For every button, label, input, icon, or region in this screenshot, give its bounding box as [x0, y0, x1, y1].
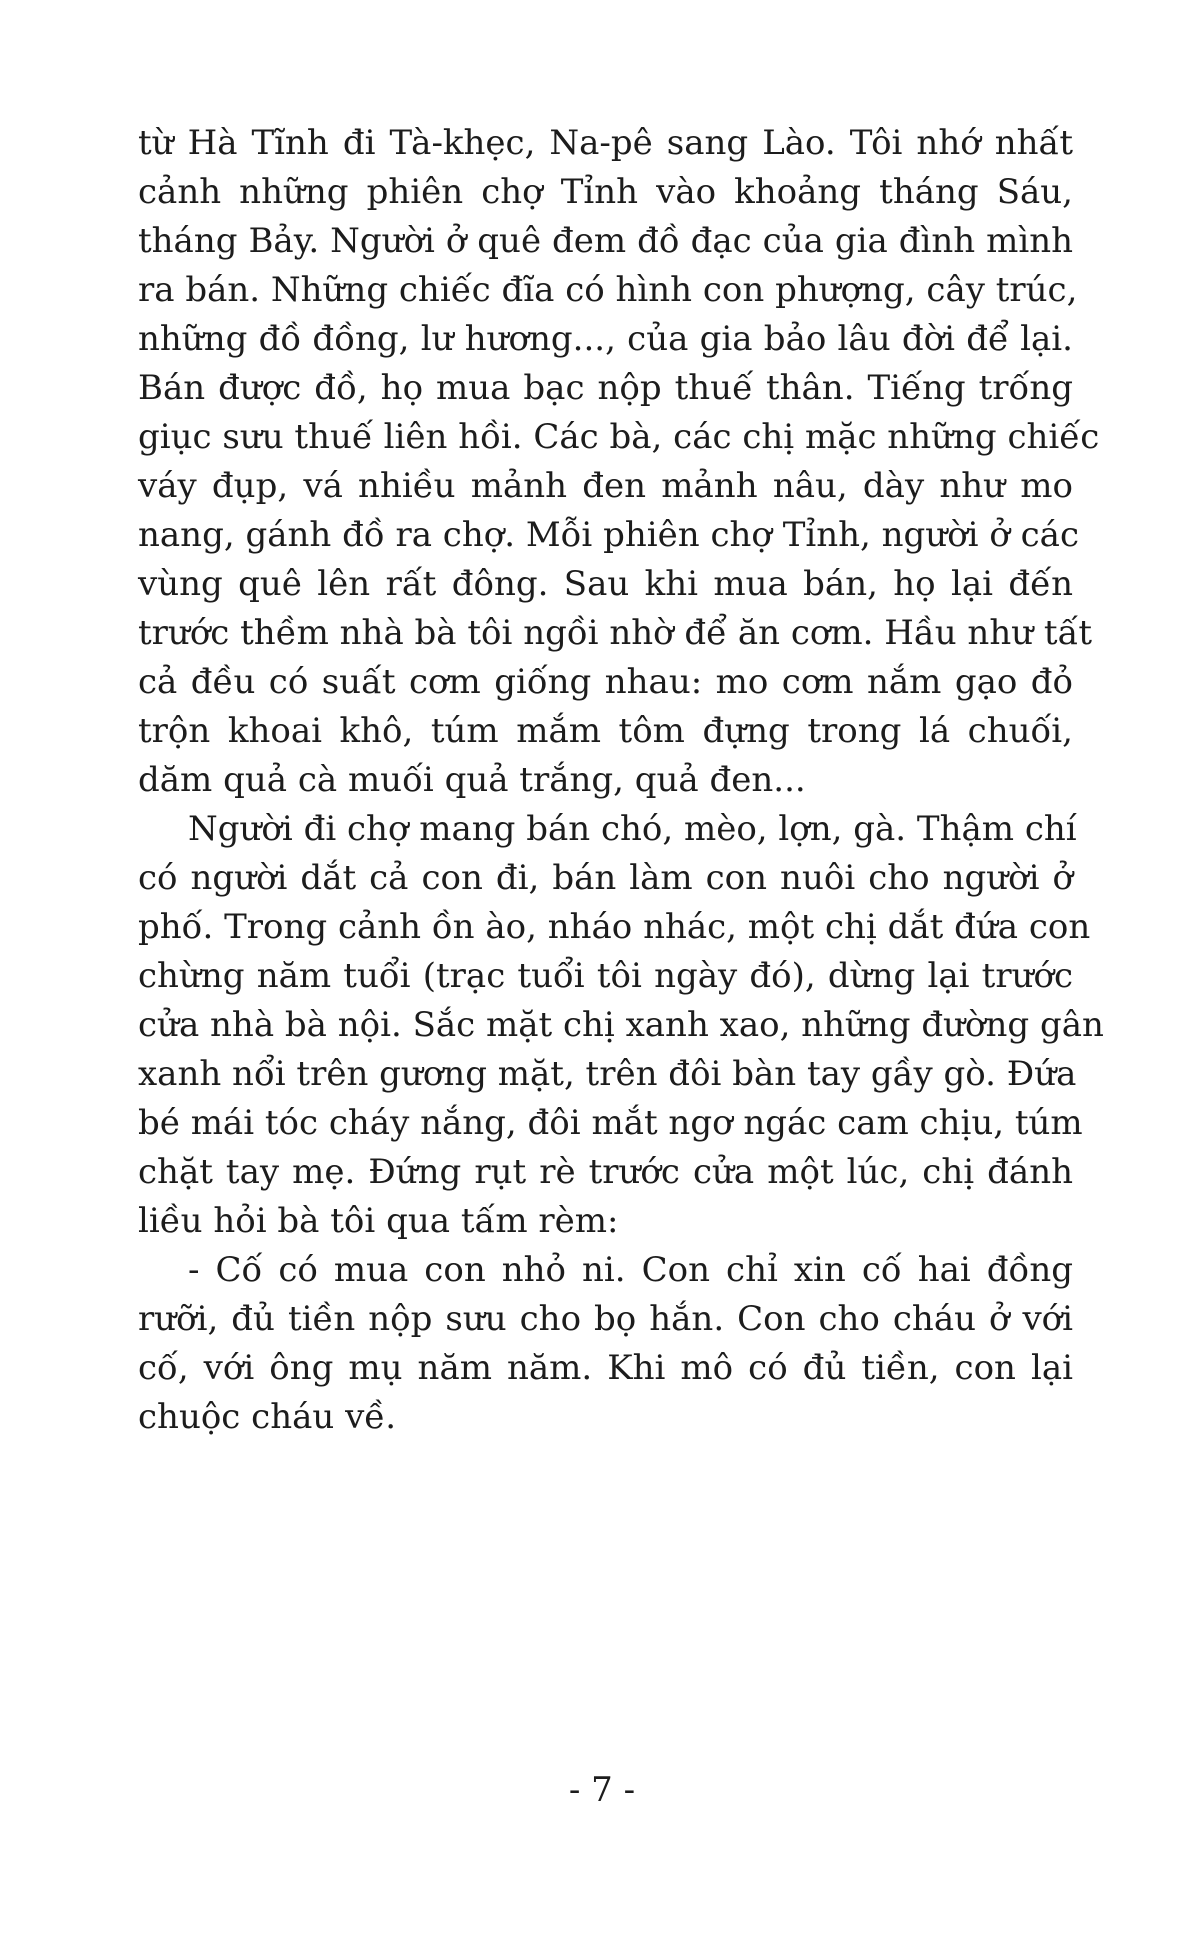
text-line: nang, gánh đồ ra chợ. Mỗi phiên chợ Tỉnh, người ở các [138, 515, 1079, 555]
text-line: cửa nhà bà nội. Sắc mặt chị xanh xao, những đường gân [138, 1005, 1104, 1045]
text-line: chặt tay mẹ. Đứng rụt rè trước cửa một lúc, chị đánh [138, 1152, 1073, 1192]
text-line: chuộc cháu về. [138, 1397, 397, 1437]
text-line: trước thềm nhà bà tôi ngồi nhờ để ăn cơm. Hầu như tất [138, 613, 1093, 653]
text-line: rưỡi, đủ tiền nộp sưu cho bọ hắn. Con cho cháu ở với [138, 1299, 1073, 1339]
text-line: có người dắt cả con đi, bán làm con nuôi cho người ở [138, 858, 1073, 898]
page-number: - 7 - [568, 1770, 636, 1810]
text-line: Bán được đồ, họ mua bạc nộp thuế thân. Tiếng trống [138, 368, 1073, 408]
text-line: vùng quê lên rất đông. Sau khi mua bán, họ lại đến [138, 564, 1073, 604]
text-line: ra bán. Những chiếc đĩa có hình con phượng, cây trúc, [138, 270, 1078, 310]
text-line: tháng Bảy. Người ở quê đem đồ đạc của gia đình mình [138, 221, 1073, 261]
text-line: trộn khoai khô, túm mắm tôm đựng trong lá chuối, [138, 711, 1073, 751]
text-line: cả đều có suất cơm giống nhau: mo cơm nắm gạo đỏ [138, 662, 1073, 702]
text-line: bé mái tóc cháy nắng, đôi mắt ngơ ngác cam chịu, túm [138, 1103, 1083, 1143]
text-line: Người đi chợ mang bán chó, mèo, lợn, gà. Thậm chí [188, 809, 1077, 849]
text-line: giục sưu thuế liên hồi. Các bà, các chị mặc những chiếc [138, 417, 1100, 457]
text-line: phố. Trong cảnh ồn ào, nháo nhác, một chị dắt đứa con [138, 907, 1091, 947]
text-line: cảnh những phiên chợ Tỉnh vào khoảng tháng Sáu, [138, 172, 1073, 212]
text-line: từ Hà Tĩnh đi Tà-khẹc, Na-pê sang Lào. Tôi nhớ nhất [138, 123, 1073, 163]
text-line: chừng năm tuổi (trạc tuổi tôi ngày đó), dừng lại trước [138, 956, 1073, 996]
text-line: liều hỏi bà tôi qua tấm rèm: [138, 1201, 619, 1241]
text-line: - Cố có mua con nhỏ ni. Con chỉ xin cố hai đồng [188, 1250, 1073, 1290]
text-line: váy đụp, vá nhiều mảnh đen mảnh nâu, dày như mo [138, 466, 1073, 506]
text-line: những đồ đồng, lư hương..., của gia bảo lâu đời để lại. [138, 319, 1073, 359]
text-line: cố, với ông mụ năm năm. Khi mô có đủ tiền, con lại [138, 1348, 1073, 1388]
text-line: xanh nổi trên gương mặt, trên đôi bàn tay gầy gò. Đứa [138, 1054, 1077, 1094]
text-line: dăm quả cà muối quả trắng, quả đen... [138, 760, 806, 800]
